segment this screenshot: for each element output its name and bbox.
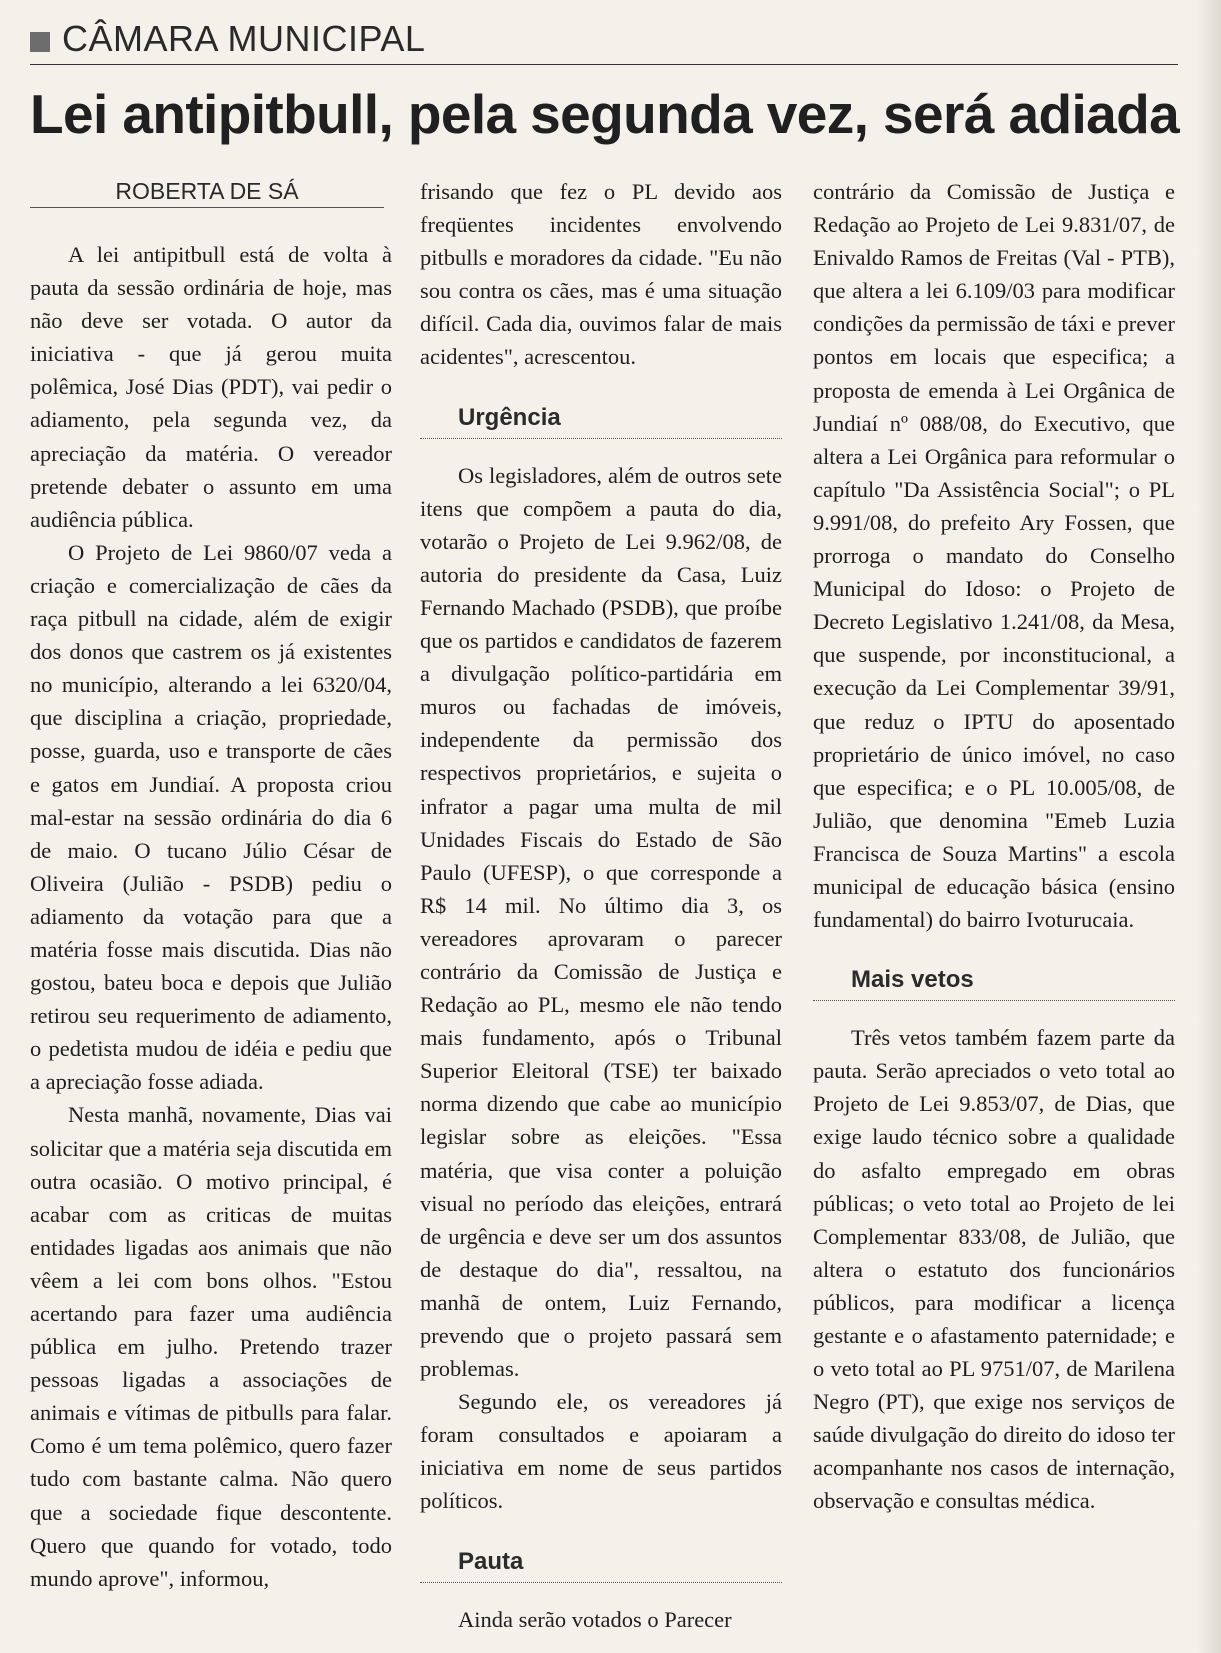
paragraph: A lei antipitbull está de volta à pauta da sessão ordinária de hoje, mas não deve ser votada. O autor da iniciativa - que já gerou muita polêmica, José Dias (PDT), vai pedir o adiamento, pela segunda vez, da apreciação da matéria. O vereador pretende debater o assunto em uma audiência pública. — [30, 242, 392, 532]
subheading-mais-vetos: Mais vetos — [813, 960, 1175, 1001]
page-edge-shadow — [1197, 0, 1221, 1653]
section-square-icon — [30, 32, 50, 52]
paragraph: Ainda serão votados o Parecer — [458, 1606, 732, 1632]
paragraph: Segundo ele, os vereadores já foram consultados e apoiaram a iniciativa em nome de seus partidos políticos. — [420, 1389, 782, 1514]
paragraph: O Projeto de Lei 9860/07 veda a criação e comercialização de cães da raça pitbull na cidade, além de exigir dos donos que castrem os já existentes no município, alterando a lei 6320/04, que disciplina a criação, propriedade, posse, guarda, uso e transporte de cães e gatos em Jundiaí. A proposta criou mal-estar na sessão ordinária do dia 6 de maio. O tucano Júlio César de Oliveira (Julião - PSDB) pediu o adiamento da votação para que a matéria fosse mais discutida. Dias não gostou, bateu boca e depois que Julião retirou seu requerimento de adiamento, o pedetista mudou de idéia e pediu que a apreciação fosse adiada. — [30, 539, 392, 1095]
article-column-3 — [813, 175, 1175, 1518]
subheading-pauta: Pauta — [420, 1542, 782, 1583]
section-header — [30, 14, 1178, 65]
paragraph: contrário da Comissão de Justiça e Redação ao Projeto de Lei 9.831/07, de Enivaldo Ramos de Freitas (Val - PTB), que altera a lei 6.109/03 para modificar condições da permissão de táxi e prever pontos em locais que especifica; a proposta de emenda à Lei Orgânica de Jundiaí nº 088/08, do Executivo, que altera a Lei Orgânica para reformular o capítulo "Da Assistência Social"; o PL 9.991/08, do prefeito Ary Fossen, que prorroga o mandato do Conselho Municipal do Idoso: o Projeto de Decreto Legislativo 1.241/08, da Mesa, que suspende, por inconstitucional, a execução da Lei Complementar 39/91, que reduz o IPTU do aposentado proprietário de único imóvel, no caso que especifica; e o PL 10.005/08, de Julião, que denomina "Emeb Luzia Francisca de Souza Martins" a escola municipal de educação básica (ensino fundamental) do bairro Ivoturucaia. — [813, 179, 1175, 933]
paragraph: Os legisladores, além de outros sete itens que compõem a pauta do dia, votarão o Projeto de Lei 9.962/08, de autoria do presidente da Casa, Luiz Fernando Machado (PSDB), que proíbe que os partidos e candidatos de fazerem a divulgação político-partidária em muros ou fachadas de imóveis, independente da permissão dos respectivos proprietários, e sujeita o infrator a pagar uma multa de mil Unidades Fiscais do Estado de São Paulo (UFESP), o que corresponde a R$ 14 mil. No último dia 3, os vereadores aprovaram o parecer contrário da Comissão de Justiça e Redação ao PL, mesmo ele não tendo mais fundamento, após o Tribunal Superior Eleitoral (TSE) ter baixado norma dizendo que cabe ao município legislar sobre as eleições. "Essa matéria, que visa conter a poluição visual no período das eleições, entrará de urgência e deve ser um dos assuntos de destaque do dia", ressaltou, na manhã de ontem, Luiz Fernando, prevendo que o projeto passará sem problemas. — [420, 462, 782, 1382]
article-column-1 — [30, 175, 392, 1595]
paragraph: Nesta manhã, novamente, Dias vai solicitar que a matéria seja discutida em outra ocasião. O motivo principal, é acabar com as criticas de muitas entidades ligadas aos animais que não vêem a lei com bons olhos. "Estou acertando para fazer uma audiência pública em julho. Pretendo trazer pessoas ligadas a associações de animais e vítimas de pitbulls para falar. Como é um tema polêmico, quero fazer tudo com bastante calma. Não quero que a sociedade fique descontente. Quero que quando for votado, todo mundo aprove", informou, — [30, 1102, 392, 1591]
article-headline: Lei antipitbull, pela segunda vez, será adiada — [30, 83, 1180, 145]
article-column-2 — [420, 175, 782, 1636]
paragraph: frisando que fez o PL devido aos freqüentes incidentes envolvendo pitbulls e moradores da cidade. "Eu não sou contra os cães, mas é uma situação difícil. Cada dia, ouvimos falar de mais acidentes", acrescentou. — [420, 179, 782, 370]
subheading-urgencia: Urgência — [420, 398, 782, 439]
paragraph: Três vetos também fazem parte da pauta. Serão apreciados o veto total ao Projeto de Lei 9.853/07, de Dias, que exige laudo técnico sobre a qualidade do asfalto empregado em obras públicas; o veto total ao Projeto de lei Complementar 833/08, de Julião, que altera o estatuto dos funcionários públicos, para modificar a licença gestante e o afastamento paternidade; e o veto total ao PL 9751/07, de Marilena Negro (PT), que exige nos serviços de saúde divulgação do direito do idoso ter acompanhante nos casos de internação, observação e consultas médica. — [813, 1025, 1175, 1514]
section-label: CÂMARA MUNICIPAL — [62, 18, 426, 59]
byline: ROBERTA DE SÁ — [30, 175, 384, 208]
